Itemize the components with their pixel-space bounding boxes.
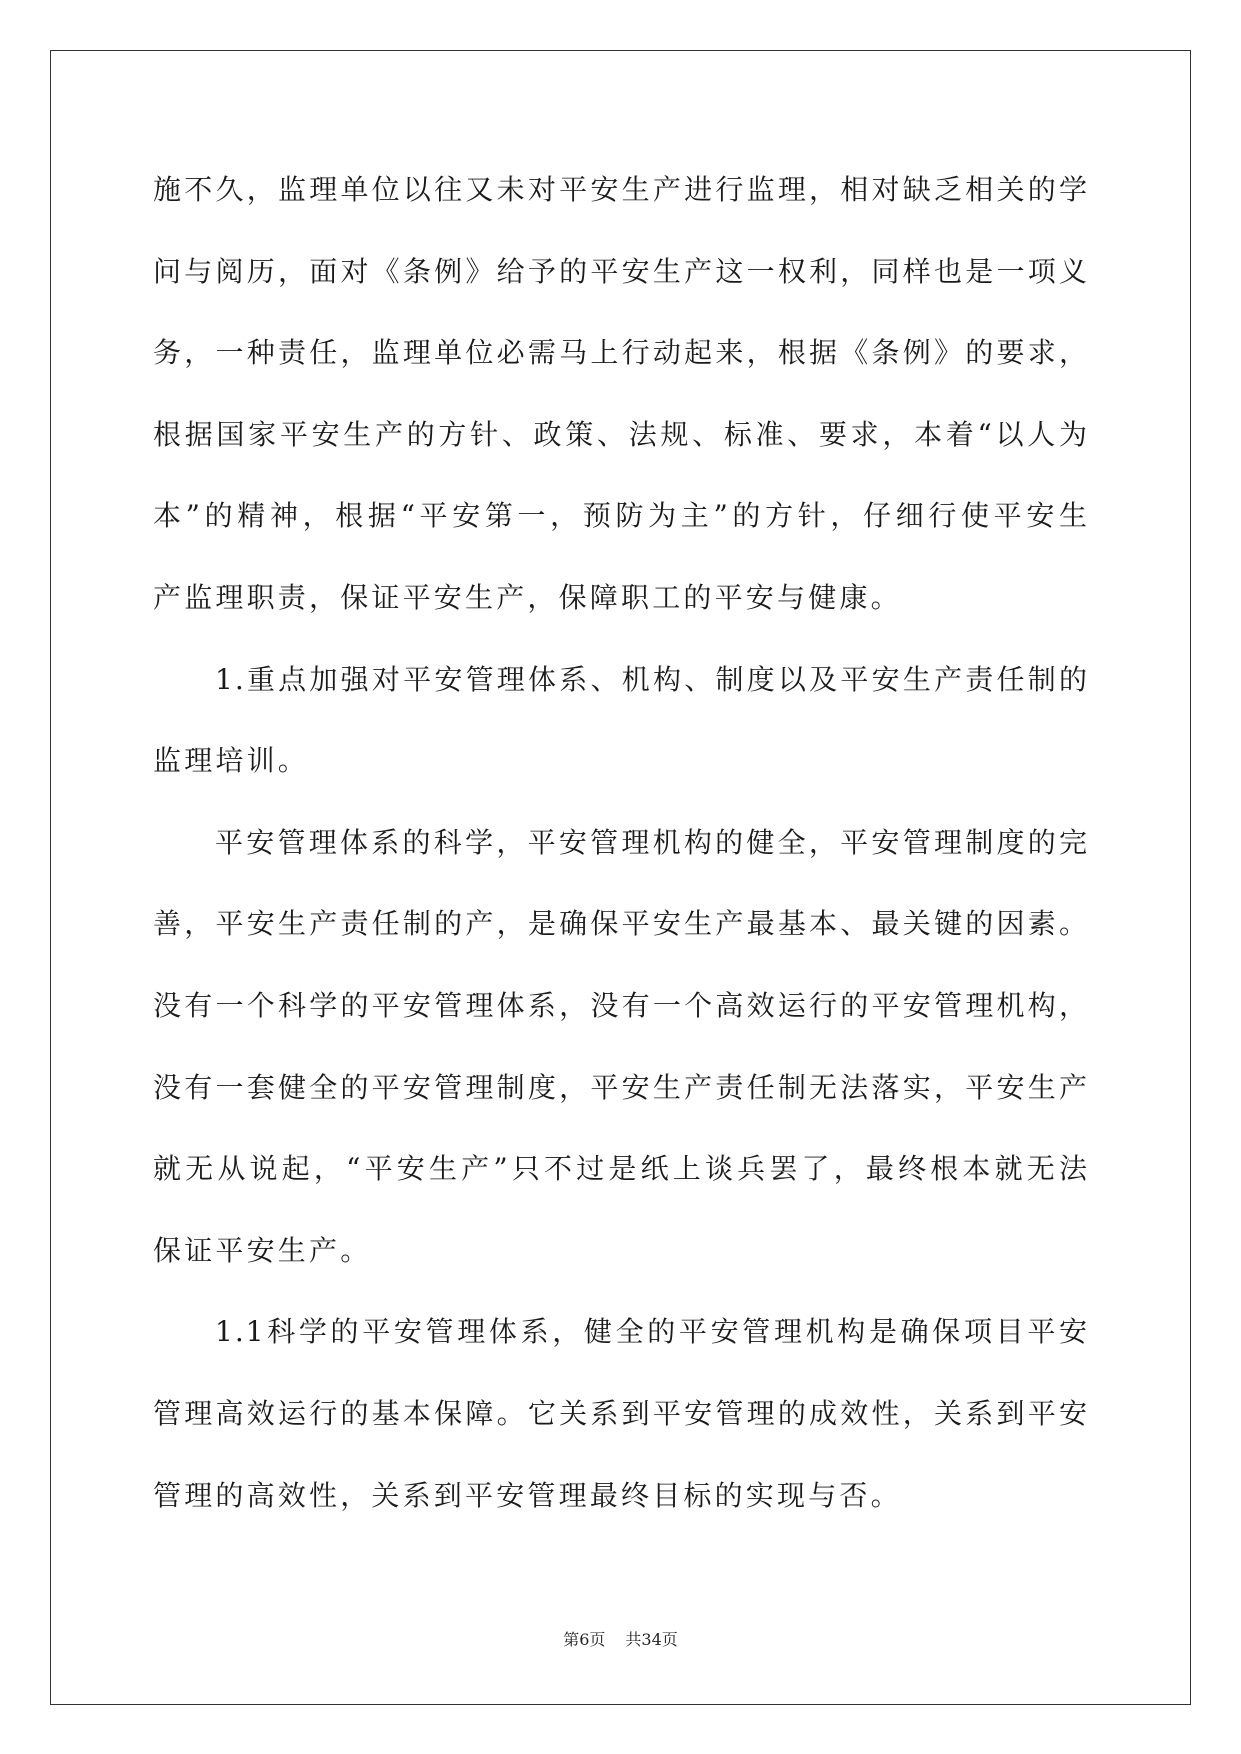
page-number-current: 第6页 — [563, 1630, 606, 1649]
text-line: 施不久，监理单位以往又未对平安生产进行监理，相对缺乏相关的学 — [153, 173, 1089, 206]
text-line: 1.重点加强对平安管理体系、机构、制度以及平安生产责任制的 — [215, 662, 1089, 696]
paragraph — [153, 802, 1089, 1292]
paragraph — [153, 639, 1089, 802]
text-line: 管理的高效性，关系到平安管理最终目标的实现与否。 — [153, 1478, 902, 1512]
text-line: 问与阅历，面对《条例》给予的平安生产这一权利，同样也是一项义 — [153, 254, 1089, 288]
text-line: 平安管理体系的科学，平安管理机构的健全，平安管理制度的完 — [215, 825, 1089, 859]
paragraph — [153, 149, 1089, 639]
text-line: 管理高效运行的基本保障。它关系到平安管理的成效性，关系到平安 — [153, 1396, 1089, 1430]
text-line: 就无从说起，“平安生产”只不过是纸上谈兵罢了，最终根本就无法 — [153, 1152, 1089, 1186]
text-line: 1.1科学的平安管理体系，健全的平安管理机构是确保项目平安 — [215, 1315, 1089, 1349]
text-line: 产监理职责，保证平安生产，保障职工的平安与健康。 — [153, 580, 902, 614]
paragraph — [153, 1291, 1089, 1536]
page-footer — [0, 1627, 1241, 1653]
text-line: 务，一种责任，监理单位必需马上行动起来，根据《条例》的要求， — [153, 336, 1089, 370]
document-body — [153, 149, 1089, 1536]
text-line: 没有一套健全的平安管理制度，平安生产责任制无法落实，平安生产 — [153, 1070, 1089, 1104]
page-number-total: 共34页 — [625, 1630, 678, 1649]
text-line: 根据国家平安生产的方针、政策、法规、标准、要求，本着“以人为 — [153, 417, 1089, 451]
text-line: 善，平安生产责任制的产，是确保平安生产最基本、最关键的因素。 — [153, 907, 1089, 941]
text-line: 没有一个科学的平安管理体系，没有一个高效运行的平安管理机构， — [153, 988, 1089, 1022]
text-line: 保证平安生产。 — [153, 1233, 372, 1267]
text-line: 本”的精神，根据“平安第一，预防为主”的方针，仔细行使平安生 — [153, 499, 1089, 533]
text-line: 监理培训。 — [153, 744, 310, 778]
